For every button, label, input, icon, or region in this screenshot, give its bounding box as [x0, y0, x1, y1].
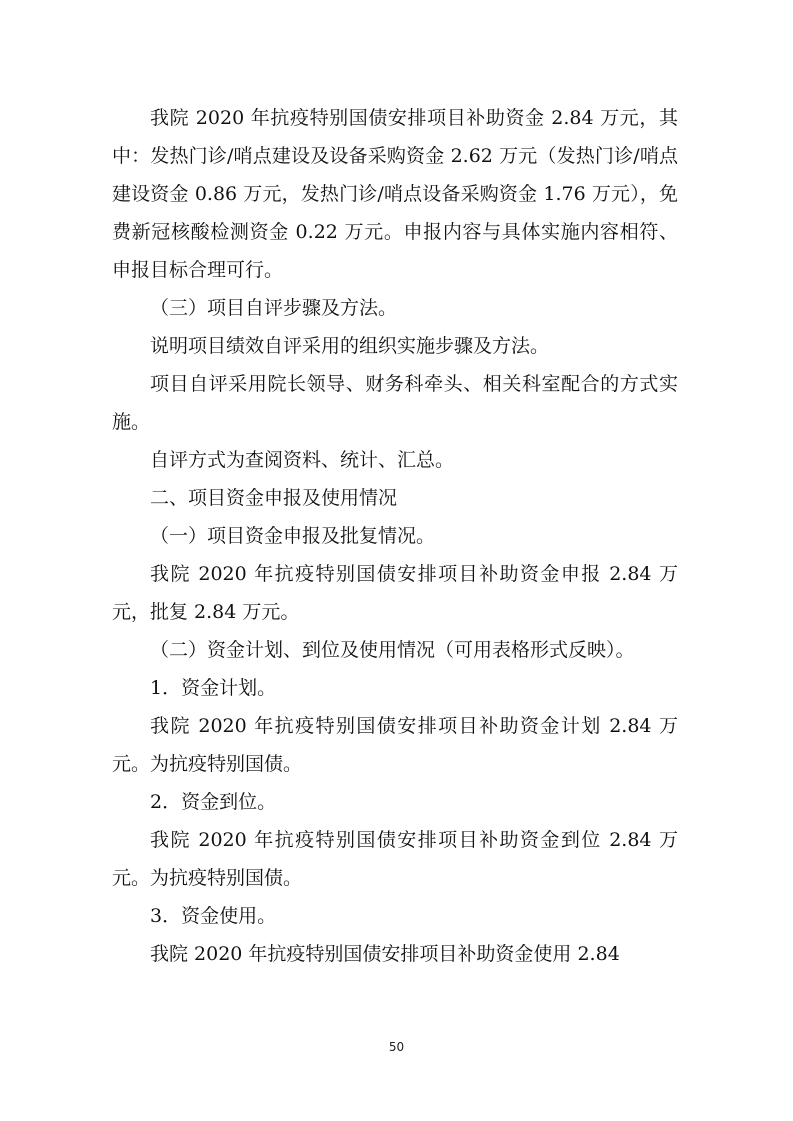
- paragraph-fund-plan: 我院 2020 年抗疫特别国债安排项目补助资金计划 2.84 万元。为抗疫特别国债。: [112, 715, 678, 775]
- heading-fund-arrival: 2．资金到位。: [150, 791, 277, 813]
- paragraph-application-approval: 我院 2020 年抗疫特别国债安排项目补助资金申报 2.84 万元，批复 2.84 万元。: [112, 563, 678, 623]
- document-body: [112, 99, 678, 973]
- heading-section-two: 二、项目资金申报及使用情况: [150, 487, 398, 509]
- paragraph-evaluation-organization: 项目自评采用院长领导、财务科牵头、相关科室配合的方式实施。: [112, 373, 678, 433]
- page-number: 50: [388, 1040, 405, 1054]
- heading-fund-usage: 3．资金使用。: [150, 905, 277, 927]
- heading-fund-plan: 1．资金计划。: [150, 677, 277, 699]
- paragraph-evaluation-method: 自评方式为查阅资料、统计、汇总。: [150, 449, 455, 471]
- paragraph-steps-description: 说明项目绩效自评采用的组织实施步骤及方法。: [150, 335, 550, 357]
- heading-application-approval: （一）项目资金申报及批复情况。: [150, 525, 436, 547]
- heading-plan-arrival-usage: （二）资金计划、到位及使用情况（可用表格形式反映）。: [150, 639, 635, 661]
- paragraph-fund-usage: 我院 2020 年抗疫特别国债安排项目补助资金使用 2.84: [150, 943, 620, 965]
- paragraph-fund-arrival: 我院 2020 年抗疫特别国债安排项目补助资金到位 2.84 万元。为抗疫特别国债。: [112, 829, 678, 889]
- paragraph-funding-overview: 我院 2020 年抗疫特别国债安排项目补助资金 2.84 万元，其中：发热门诊/哨点建设及设备采购资金 2.62 万元（发热门诊/哨点建设资金 0.86 万元，发热门诊/哨点设备采购资金 1.76 万元），免费新冠核酸检测资金 0.22 万元。申报内容与具体实施内容相符、申报目标合理可行。: [112, 107, 678, 281]
- heading-self-evaluation-steps: （三）项目自评步骤及方法。: [150, 297, 398, 319]
